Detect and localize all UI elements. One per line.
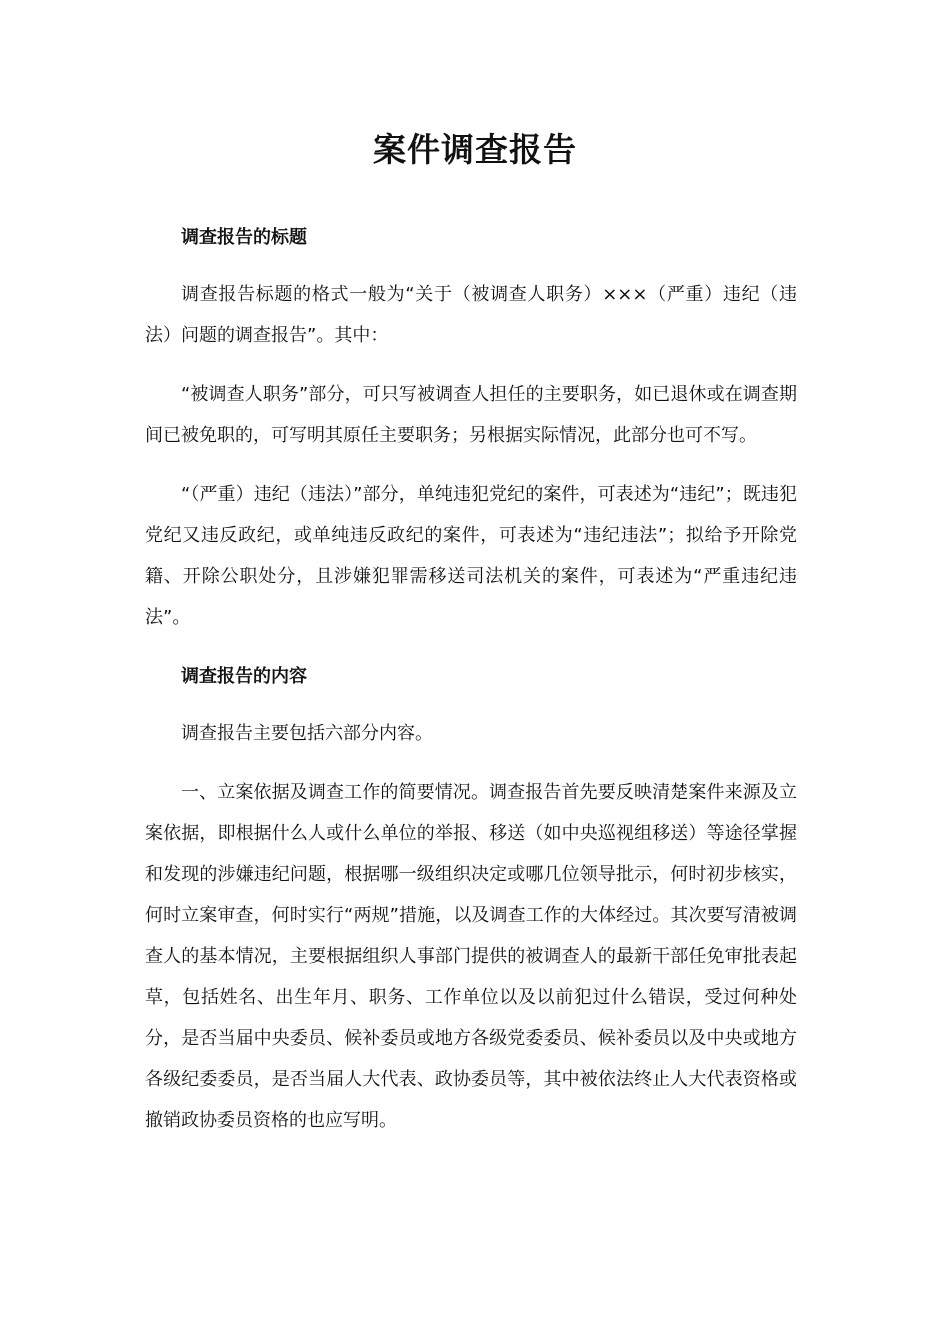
paragraph: “（严重）违纪（违法）”部分，单纯违犯党纪的案件，可表述为“违纪”；既违犯党纪又违反政纪，或单纯违反政纪的案件，可表述为“违纪违法”；拟给予开除党籍、开除公职处分，且涉嫌犯罪需移送司法机关的案件，可表述为“严重违纪违法”。	[145, 484, 797, 628]
paragraph: 调查报告标题的格式一般为“关于（被调查人职务）×××（严重）违纪（违法）问题的调查报告”。其中：	[145, 284, 797, 346]
document-title: 案件调查报告	[373, 130, 577, 169]
section-heading-title-format: 调查报告的标题	[181, 227, 307, 248]
paragraph: “被调查人职务”部分，可只写被调查人担任的主要职务，如已退休或在调查期间已被免职的，可写明其原任主要职务；另根据实际情况，此部分也可不写。	[145, 384, 797, 446]
paragraph: 调查报告主要包括六部分内容。	[181, 723, 433, 744]
section-heading-content: 调查报告的内容	[181, 666, 307, 687]
document-body	[145, 217, 797, 1159]
paragraph: 一、立案依据及调查工作的简要情况。调查报告首先要反映清楚案件来源及立案依据，即根据什么人或什么单位的举报、移送（如中央巡视组移送）等途径掌握和发现的涉嫌违纪问题，根据哪一级组织决定或哪几位领导批示，何时初步核实，何时立案审查，何时实行“两规”措施，以及调查工作的大体经过。其次要写清被调查人的基本情况，主要根据组织人事部门提供的被调查人的最新干部任免审批表起草，包括姓名、出生年月、职务、工作单位以及以前犯过什么错误，受过何种处分，是否当届中央委员、候补委员或地方各级党委委员、候补委员以及中央或地方各级纪委委员，是否当届人大代表、政协委员等，其中被依法终止人大代表资格或撤销政协委员资格的也应写明。	[145, 782, 797, 1131]
